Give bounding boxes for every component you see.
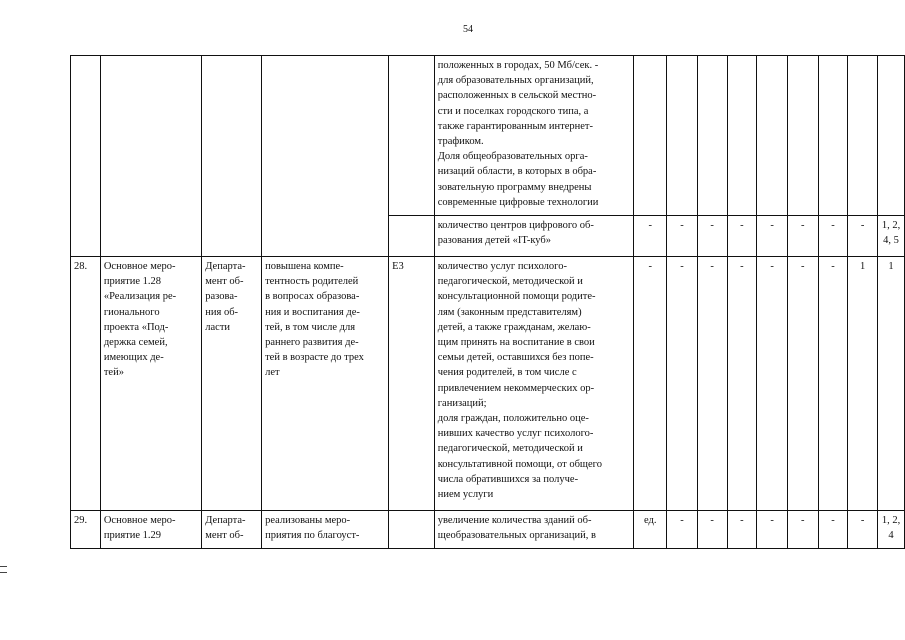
- year-value-cell: -: [818, 511, 848, 549]
- executor-cell: Департа- мент об- разова- ния об- ласти: [202, 257, 262, 511]
- unit-cell: -: [634, 257, 667, 511]
- year-value-cell: -: [667, 257, 698, 511]
- executor-cell: Департа- мент об-: [202, 511, 262, 549]
- result-cell: [262, 216, 389, 257]
- event-cell: Основное меро- приятие 1.28 «Реализация ре- гионального проекта «Под- держка семей, имеющих де- тей»: [100, 257, 201, 511]
- year-value-cell: [878, 56, 905, 216]
- unit-cell: ед.: [634, 511, 667, 549]
- project-code-cell: [389, 56, 435, 216]
- indicator-cell: увеличение количества зданий об- щеобразовательных организаций, в: [434, 511, 634, 549]
- year-value-cell: -: [697, 216, 727, 257]
- year-value-cell: [667, 56, 698, 216]
- row-number-cell: 28.: [71, 257, 101, 511]
- result-cell: реализованы меро- приятия по благоуст-: [262, 511, 389, 549]
- year-value-cell: [727, 56, 757, 216]
- year-value-cell: 1: [848, 257, 878, 511]
- event-cell: Основное меро- приятие 1.29: [100, 511, 201, 549]
- indicator-cell: положенных в городах, 50 Мб/сек. - для образовательных организаций, расположенных в сельской местно- сти и поселках городского типа, а также гарантированным интернет- трафиком. Доля общеобразовательных орга- низаций области, в которых в обра- зовательную программу внедрены современные цифровые технологии: [434, 56, 634, 216]
- program-events-table: [70, 55, 905, 549]
- row-number-cell: [71, 216, 101, 257]
- year-value-cell: -: [818, 216, 848, 257]
- year-value-cell: -: [727, 216, 757, 257]
- page-number: 54: [463, 24, 473, 35]
- year-value-cell: -: [848, 511, 878, 549]
- year-value-cell: 1, 2, 4: [878, 511, 905, 549]
- event-cell: [100, 216, 201, 257]
- year-value-cell: -: [787, 511, 818, 549]
- year-value-cell: -: [787, 257, 818, 511]
- year-value-cell: 1, 2, 4, 5: [878, 216, 905, 257]
- table-row: [71, 216, 905, 257]
- year-value-cell: -: [727, 257, 757, 511]
- event-cell: [100, 56, 201, 216]
- margin-mark: [0, 566, 7, 573]
- row-number-cell: 29.: [71, 511, 101, 549]
- unit-cell: -: [634, 216, 667, 257]
- table-row: [71, 257, 905, 511]
- year-value-cell: -: [787, 216, 818, 257]
- result-cell: [262, 56, 389, 216]
- year-value-cell: -: [848, 216, 878, 257]
- year-value-cell: [787, 56, 818, 216]
- year-value-cell: [818, 56, 848, 216]
- table-row: [71, 56, 905, 216]
- year-value-cell: -: [757, 257, 788, 511]
- indicator-cell: количество центров цифрового об- разования детей «IT-куб»: [434, 216, 634, 257]
- year-value-cell: -: [727, 511, 757, 549]
- unit-cell: [634, 56, 667, 216]
- year-value-cell: [757, 56, 788, 216]
- year-value-cell: -: [697, 511, 727, 549]
- year-value-cell: -: [757, 216, 788, 257]
- year-value-cell: [697, 56, 727, 216]
- result-cell: повышена компе- тентность родителей в вопросах образова- ния и воспитания де- тей, в том числе для раннего развития де- тей в возрасте до трех лет: [262, 257, 389, 511]
- year-value-cell: -: [697, 257, 727, 511]
- executor-cell: [202, 216, 262, 257]
- year-value-cell: -: [667, 511, 698, 549]
- year-value-cell: -: [667, 216, 698, 257]
- year-value-cell: -: [818, 257, 848, 511]
- year-value-cell: -: [757, 511, 788, 549]
- project-code-cell: [389, 511, 435, 549]
- executor-cell: [202, 56, 262, 216]
- year-value-cell: 1: [878, 257, 905, 511]
- project-code-cell: [389, 216, 435, 257]
- year-value-cell: [848, 56, 878, 216]
- project-code-cell: Е3: [389, 257, 435, 511]
- row-number-cell: [71, 56, 101, 216]
- table-row: [71, 511, 905, 549]
- indicator-cell: количество услуг психолого- педагогической, методической и консультационной помощи родите- лям (законным представителям) детей, а также гражданам, желаю- щим принять на воспитание в свои семьи детей, оставшихся без попе- чения родителей, в том числе с привлечением некоммерческих ор- ганизаций; доля граждан, положительно оце- нивших качество услуг психолого- педагогической, методической и консультативной помощи, от общего числа обратившихся за получе- нием услуги: [434, 257, 634, 511]
